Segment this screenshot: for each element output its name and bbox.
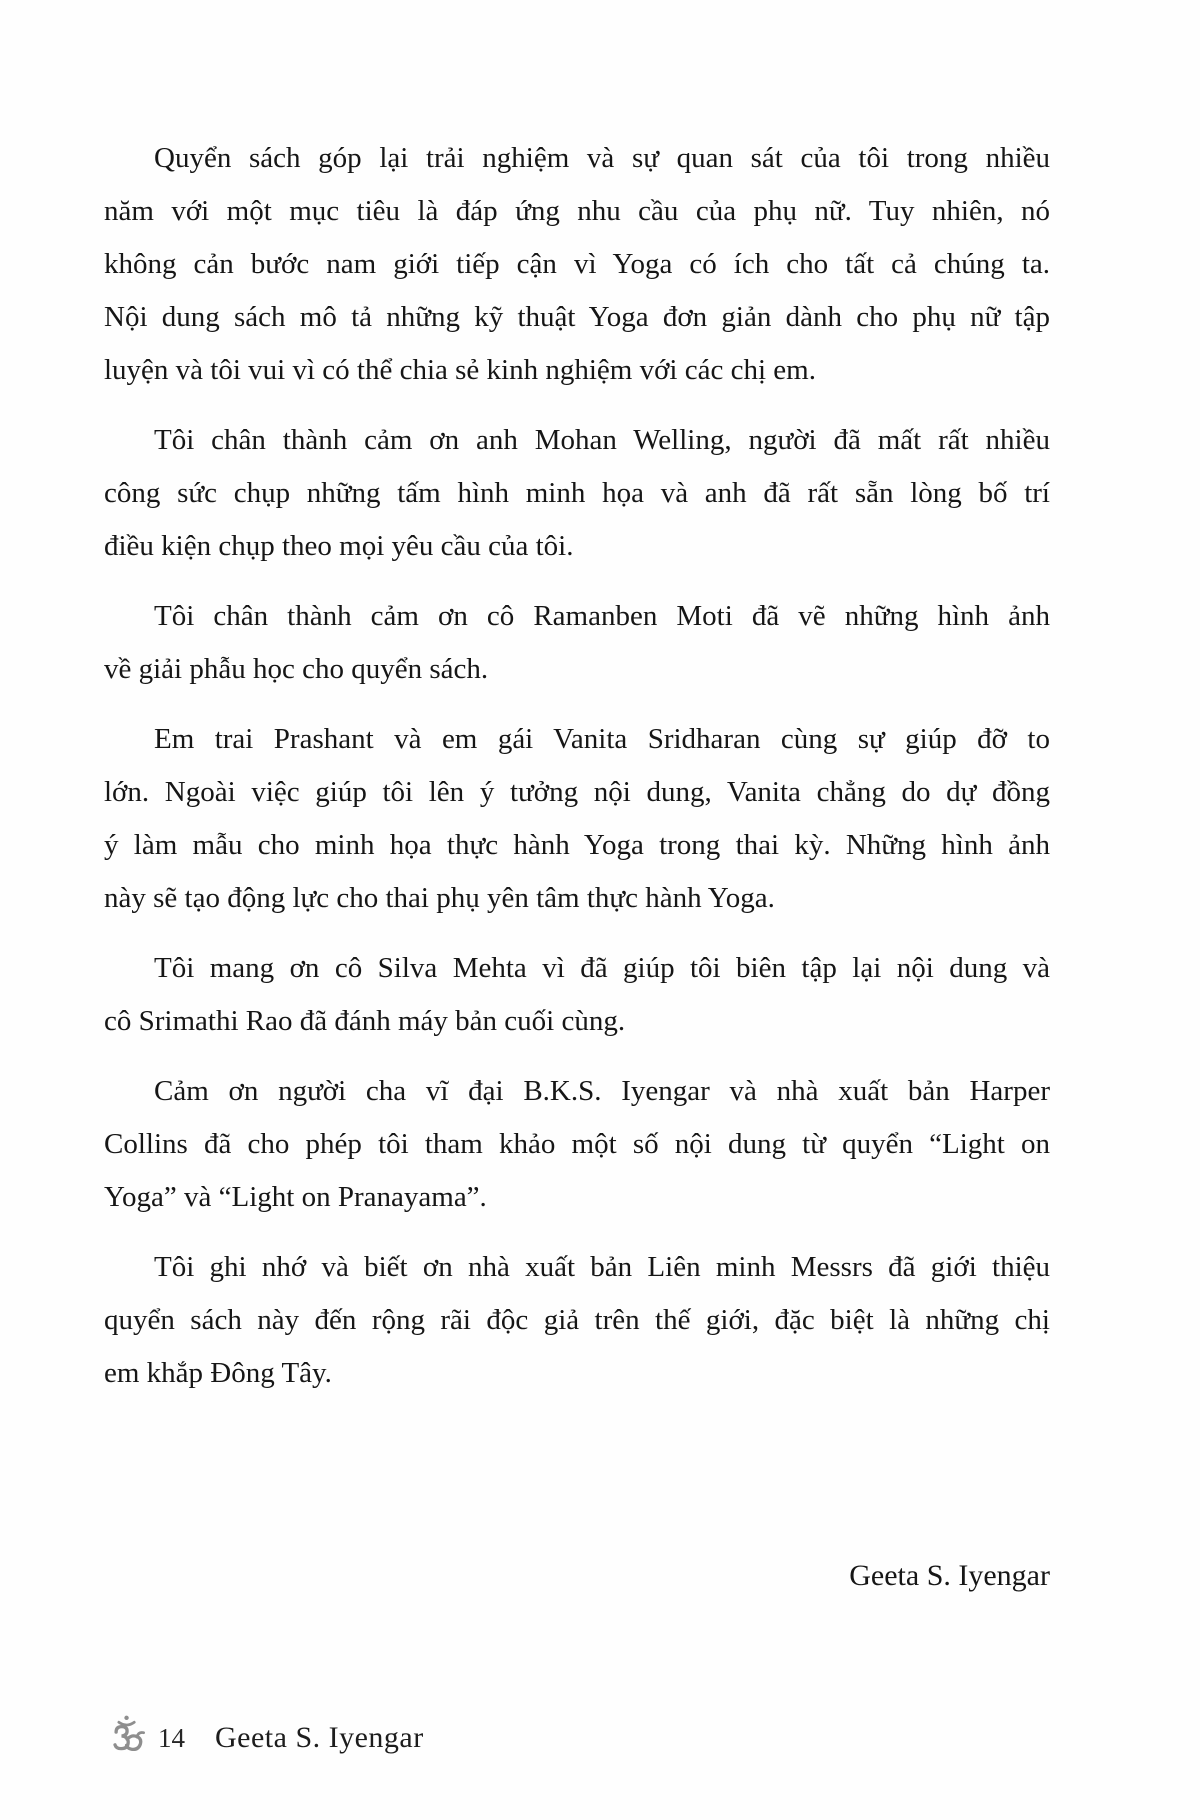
text-line: này sẽ tạo động lực cho thai phụ yên tâm thực hành Yoga. — [104, 882, 775, 914]
text-line: Collins đã cho phép tôi tham khảo một số nội dung từ quyển “Light on — [104, 1128, 1050, 1160]
paragraph — [104, 942, 1050, 1048]
text-line: Yoga” và “Light on Pranayama”. — [104, 1181, 487, 1213]
page-number: 14 — [158, 1723, 185, 1753]
text-line: cô Srimathi Rao đã đánh máy bản cuối cùng. — [104, 1005, 626, 1037]
text-line: Tôi ghi nhớ và biết ơn nhà xuất bản Liên minh Messrs đã giới thiệu — [154, 1251, 1050, 1283]
text-line: năm với một mục tiêu là đáp ứng nhu cầu của phụ nữ. Tuy nhiên, nó — [104, 195, 1050, 227]
paragraph — [104, 1241, 1050, 1400]
paragraph — [104, 414, 1050, 573]
om-icon — [104, 1712, 148, 1760]
text-line: Tôi chân thành cảm ơn anh Mohan Welling, người đã mất rất nhiều — [154, 424, 1050, 456]
text-line: lớn. Ngoài việc giúp tôi lên ý tưởng nội dung, Vanita chẳng do dự đồng — [104, 776, 1050, 808]
text-line: luyện và tôi vui vì có thể chia sẻ kinh nghiệm với các chị em. — [104, 354, 816, 386]
signature-block — [104, 1549, 1050, 1602]
text-line: điều kiện chụp theo mọi yêu cầu của tôi. — [104, 530, 574, 562]
acknowledgments-text — [104, 132, 1050, 1417]
text-line: Tôi mang ơn cô Silva Mehta vì đã giúp tôi biên tập lại nội dung và — [154, 952, 1050, 984]
text-line: Nội dung sách mô tả những kỹ thuật Yoga đơn giản dành cho phụ nữ tập — [104, 301, 1050, 333]
paragraph — [104, 713, 1050, 925]
running-footer-author: Geeta S. Iyengar — [215, 1721, 424, 1754]
author-signature: Geeta S. Iyengar — [849, 1559, 1050, 1592]
paragraph — [104, 132, 1050, 397]
text-line: về giải phẫu học cho quyển sách. — [104, 653, 489, 685]
text-line: không cản bước nam giới tiếp cận vì Yoga có ích cho tất cả chúng ta. — [104, 248, 1050, 280]
page-footer — [104, 1712, 424, 1760]
text-line: Tôi chân thành cảm ơn cô Ramanben Moti đã vẽ những hình ảnh — [154, 600, 1050, 632]
text-line: công sức chụp những tấm hình minh họa và anh đã rất sẵn lòng bố trí — [104, 477, 1050, 509]
text-line: Quyển sách góp lại trải nghiệm và sự quan sát của tôi trong nhiều — [154, 142, 1050, 174]
paragraph — [104, 1065, 1050, 1224]
text-line: em khắp Đông Tây. — [104, 1357, 332, 1389]
text-line: quyển sách này đến rộng rãi độc giả trên thế giới, đặc biệt là những chị — [104, 1304, 1050, 1336]
text-line: Em trai Prashant và em gái Vanita Sridharan cùng sự giúp đỡ to — [154, 723, 1050, 755]
text-line: Cảm ơn người cha vĩ đại B.K.S. Iyengar và nhà xuất bản Harper — [154, 1075, 1050, 1107]
paragraph — [104, 590, 1050, 696]
text-line: ý làm mẫu cho minh họa thực hành Yoga trong thai kỳ. Những hình ảnh — [104, 829, 1050, 861]
